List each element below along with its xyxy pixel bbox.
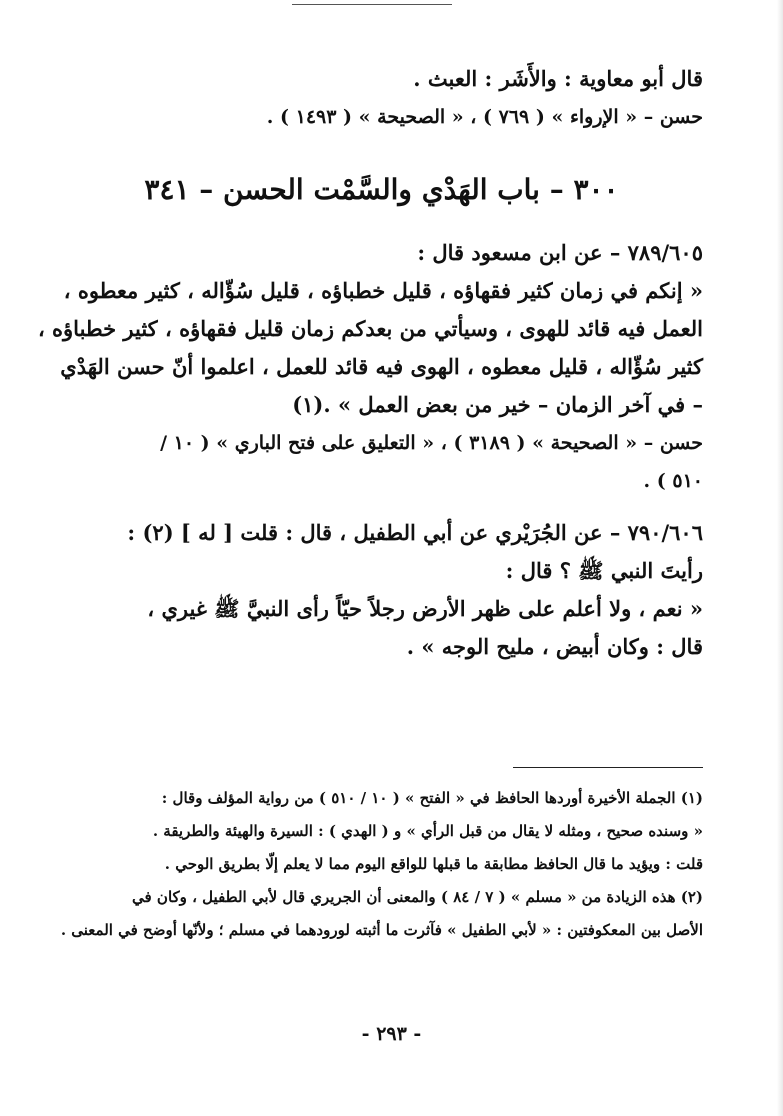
hadith-605-grading: حسن – « الصحيحة » ( ٣١٨٩ ) ، « التعليق على فتح الباري » ( ١٠ / (160, 432, 703, 454)
hadith-605-line: العمل فيه قائد للهوى ، وسيأتي من بعدكم زمان قليل فقهاؤه ، كثير خطباؤه ، (37, 316, 703, 341)
hadith-606-intro: ٧٩٠/٦٠٦ – عن الجُرَيْري عن أبي الطفيل ، قال : قلت [ له ] (٢) : (127, 520, 703, 545)
footnote-separator (513, 767, 703, 768)
hadith-606-line: قال : وكان أبيض ، مليح الوجه » . (406, 634, 703, 659)
page-edge-shadow (777, 0, 783, 1116)
prev-grading: حسن – « الإرواء » ( ٧٦٩ ) ، « الصحيحة » ( ١٤٩٣ ) . (266, 106, 703, 128)
footnote-line: الأصل بين المعكوفتين : « لأبي الطفيل » فآثرت ما أثبته لورودهما في مسلم ؛ ولأنّها أوضح في المعنى . (60, 921, 703, 939)
hadith-606-question: رأيتَ النبي ﷺ ؟ قال : (505, 558, 703, 583)
hadith-605-intro: ٧٨٩/٦٠٥ – عن ابن مسعود قال : (417, 240, 703, 265)
footnote-line: قلت : ويؤيد ما قال الحافظ مطابقة ما قبلها للواقع اليوم مما لا يعلم إلّا بطريق الوحي . (164, 855, 703, 873)
prev-quote: قال أبو معاوية : والأَشَر : العبث . (413, 66, 703, 91)
footnotes (60, 782, 703, 947)
page-number: - ٢٩٣ - (361, 1023, 422, 1045)
footnote-line: (٢) هذه الزيادة من « مسلم » ( ٧ / ٨٤ ) والمعنى أن الجريري قال لأبي الطفيل ، وكان في (132, 888, 703, 906)
hadith-605-line: كثير سُؤّاله ، قليل معطوه ، الهوى فيه قائد للعمل ، اعلموا أنّ حسن الهَدْي (60, 354, 703, 379)
hadith-605-grading-cont: ٥١٠ ) . (643, 470, 703, 492)
main-text (37, 60, 703, 666)
hadith-605-line: « إنكم في زمان كثير فقهاؤه ، قليل خطباؤه ، قليل سُؤّاله ، كثير معطوه ، (63, 278, 703, 303)
top-rule (292, 4, 452, 5)
chapter-heading: ٣٠٠ – باب الهَدْي والسَّمْت الحسن – ٣٤١ (144, 173, 619, 206)
footnote-line: (١) الجملة الأخيرة أوردها الحافظ في « الفتح » ( ١٠ / ٥١٠ ) من رواية المؤلف وقال : (161, 789, 703, 807)
hadith-605-line: – في آخر الزمان – خير من بعض العمل » .(١) (292, 392, 703, 417)
footnote-line: « وسنده صحيح ، ومثله لا يقال من قبل الرأي » و ( الهدي ) : السيرة والهيئة والطريقة . (152, 822, 703, 840)
hadith-606-line: « نعم ، ولا أعلم على ظهر الأرض رجلاً حيّاً رأى النبيَّ ﷺ غيري ، (147, 596, 703, 621)
